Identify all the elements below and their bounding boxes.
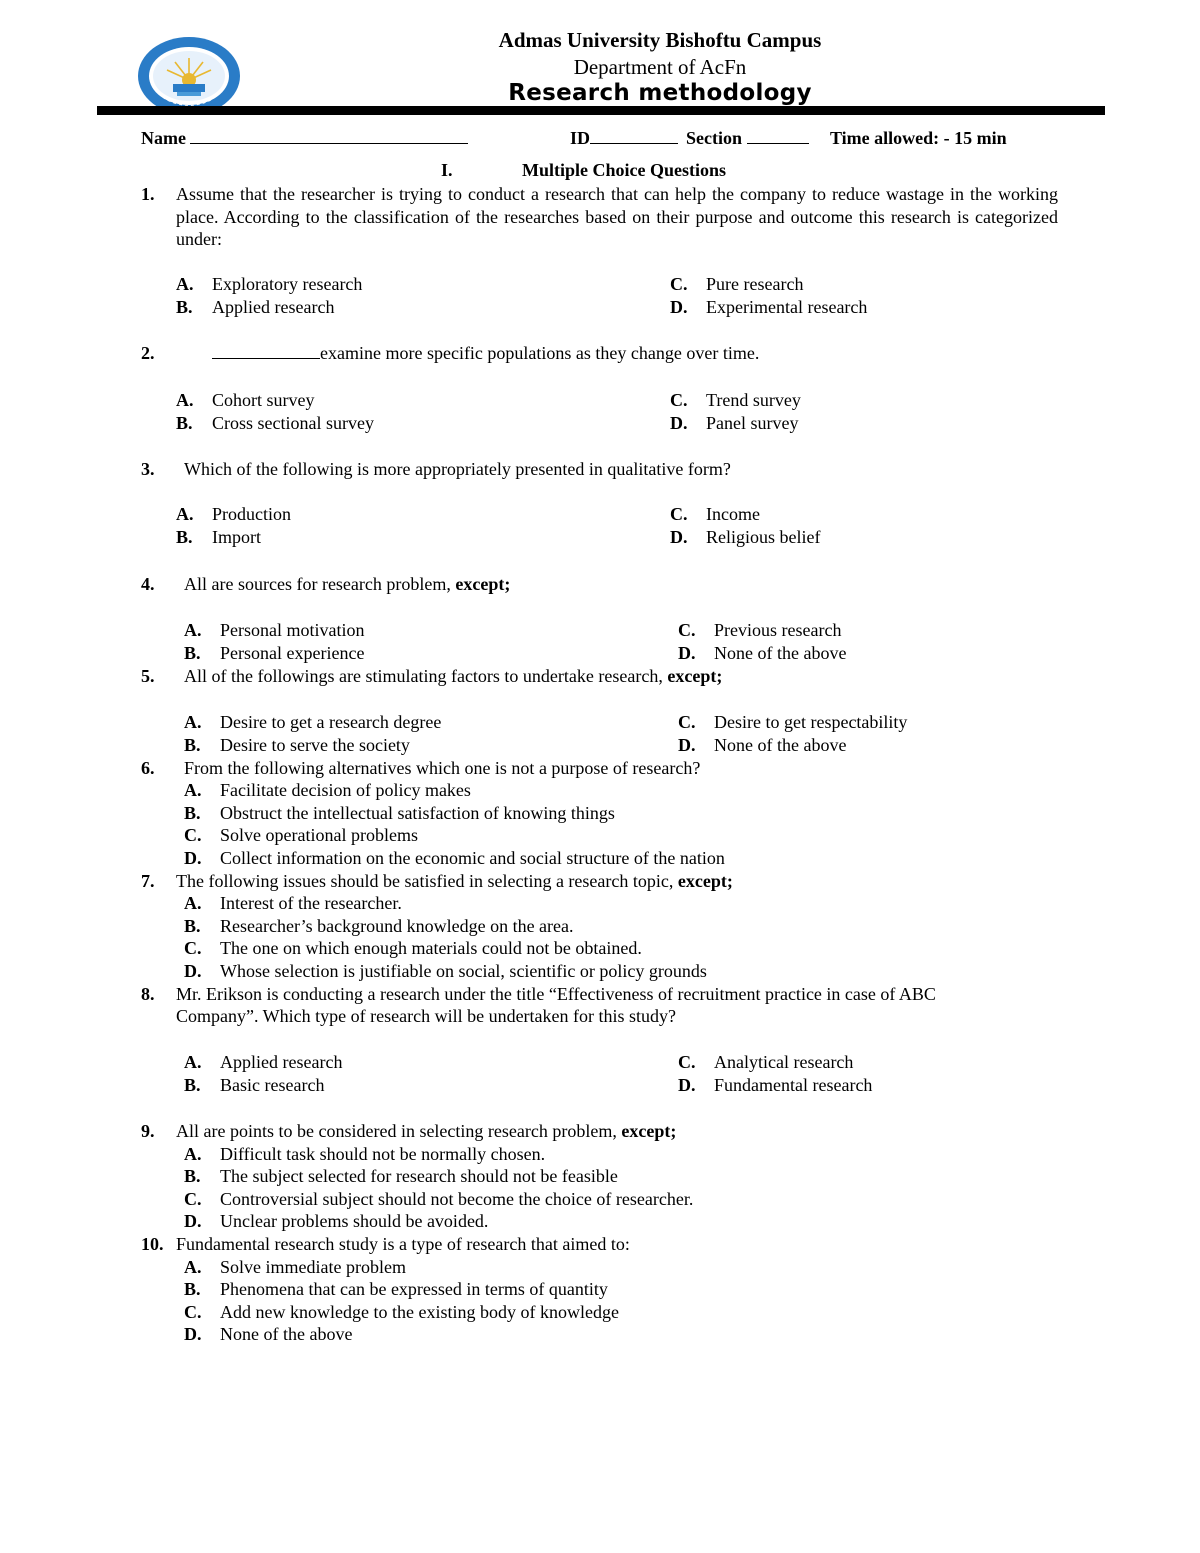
question-number: 10. <box>141 1234 164 1254</box>
question-text: examine more specific populations as they change over time. <box>212 342 759 365</box>
question-number: 5. <box>141 666 155 686</box>
option-c[interactable]: C. Solve operational problems <box>184 825 418 845</box>
university-logo-icon <box>137 36 241 116</box>
option-c[interactable]: C. Trend survey <box>670 390 801 410</box>
question-text: Which of the following is more appropriately presented in qualitative form? <box>184 459 731 479</box>
option-a[interactable]: A. Applied research <box>184 1052 343 1072</box>
question-number: 8. <box>141 984 155 1004</box>
question-number: 6. <box>141 758 155 778</box>
header-divider <box>97 106 1105 115</box>
time-allowed: Time allowed: - 15 min <box>830 128 1007 148</box>
course-title: Research methodology <box>508 80 812 106</box>
option-a[interactable]: A. Solve immediate problem <box>184 1257 406 1277</box>
question-text: Assume that the researcher is trying to conduct a research that can help the company to reduce wastage in the working place. According to the classification of the researches based on their purpose and outcome this research is categorized under: <box>176 184 1058 250</box>
question-text: All of the followings are stimulating factors to undertake research, except; <box>184 666 723 686</box>
question-text: All are points to be considered in selecting research problem, except; <box>176 1121 677 1141</box>
question-number: 4. <box>141 574 155 594</box>
question-text-line2: Company”. Which type of research will be undertaken for this study? <box>176 1006 677 1026</box>
id-blank[interactable] <box>590 129 678 144</box>
option-a[interactable]: A. Cohort survey <box>176 390 315 410</box>
option-a[interactable]: A. Exploratory research <box>176 274 363 294</box>
option-d[interactable]: D. None of the above <box>184 1324 353 1344</box>
option-b[interactable]: B. Obstruct the intellectual satisfaction of knowing things <box>184 803 615 823</box>
option-d[interactable]: D. Fundamental research <box>678 1075 873 1095</box>
option-a[interactable]: A. Production <box>176 504 291 524</box>
option-c[interactable]: C. Analytical research <box>678 1052 854 1072</box>
section-number: I. <box>441 160 453 180</box>
question-number: 1. <box>141 184 155 204</box>
university-name: Admas University Bishoftu Campus <box>498 28 822 52</box>
section-field: Section <box>686 128 809 149</box>
question-number: 3. <box>141 459 155 479</box>
option-c[interactable]: C. Income <box>670 504 760 524</box>
option-c[interactable]: C. Add new knowledge to the existing body of knowledge <box>184 1302 619 1322</box>
option-b[interactable]: B. Applied research <box>176 297 335 317</box>
option-b[interactable]: B. Import <box>176 527 261 547</box>
question-text: Fundamental research study is a type of research that aimed to: <box>176 1234 630 1254</box>
section-blank[interactable] <box>747 129 809 144</box>
option-d[interactable]: D. None of the above <box>678 735 847 755</box>
option-d[interactable]: D. Unclear problems should be avoided. <box>184 1211 489 1231</box>
question-text-line1: Mr. Erikson is conducting a research under the title “Effectiveness of recruitment practice in case of ABC <box>176 984 936 1004</box>
option-c[interactable]: C. The one on which enough materials could not be obtained. <box>184 938 642 958</box>
section-title: Multiple Choice Questions <box>522 160 727 180</box>
question-number: 7. <box>141 871 155 891</box>
option-d[interactable]: D. None of the above <box>678 643 847 663</box>
option-a[interactable]: A. Interest of the researcher. <box>184 893 402 913</box>
question-number: 2. <box>141 343 155 363</box>
option-d[interactable]: D. Experimental research <box>670 297 868 317</box>
option-b[interactable]: B. Cross sectional survey <box>176 413 374 433</box>
option-c[interactable]: C. Controversial subject should not become the choice of researcher. <box>184 1189 694 1209</box>
id-field: ID <box>570 128 678 149</box>
name-blank[interactable] <box>190 129 468 144</box>
question-number: 9. <box>141 1121 155 1141</box>
option-a[interactable]: A. Facilitate decision of policy makes <box>184 780 471 800</box>
option-d[interactable]: D. Collect information on the economic and social structure of the nation <box>184 848 725 868</box>
option-c[interactable]: C. Desire to get respectability <box>678 712 908 732</box>
option-b[interactable]: B. Researcher’s background knowledge on the area. <box>184 916 574 936</box>
option-d[interactable]: D. Panel survey <box>670 413 799 433</box>
option-b[interactable]: B. The subject selected for research should not be feasible <box>184 1166 618 1186</box>
option-a[interactable]: A. Desire to get a research degree <box>184 712 442 732</box>
answer-blank[interactable] <box>212 343 320 359</box>
option-b[interactable]: B. Personal experience <box>184 643 365 663</box>
option-c[interactable]: C. Pure research <box>670 274 804 294</box>
option-d[interactable]: D. Religious belief <box>670 527 821 547</box>
question-text: All are sources for research problem, except; <box>184 574 511 594</box>
option-b[interactable]: B. Desire to serve the society <box>184 735 410 755</box>
option-c[interactable]: C. Previous research <box>678 620 842 640</box>
option-a[interactable]: A. Difficult task should not be normally chosen. <box>184 1144 546 1164</box>
question-text: From the following alternatives which one is not a purpose of research? <box>184 758 701 778</box>
department-name: Department of AcFn <box>573 55 747 79</box>
option-d[interactable]: D. Whose selection is justifiable on social, scientific or policy grounds <box>184 961 707 981</box>
option-b[interactable]: B. Basic research <box>184 1075 325 1095</box>
question-text: The following issues should be satisfied in selecting a research topic, except; <box>176 871 733 891</box>
name-field: Name <box>141 128 468 149</box>
option-b[interactable]: B. Phenomena that can be expressed in terms of quantity <box>184 1279 608 1299</box>
option-a[interactable]: A. Personal motivation <box>184 620 365 640</box>
